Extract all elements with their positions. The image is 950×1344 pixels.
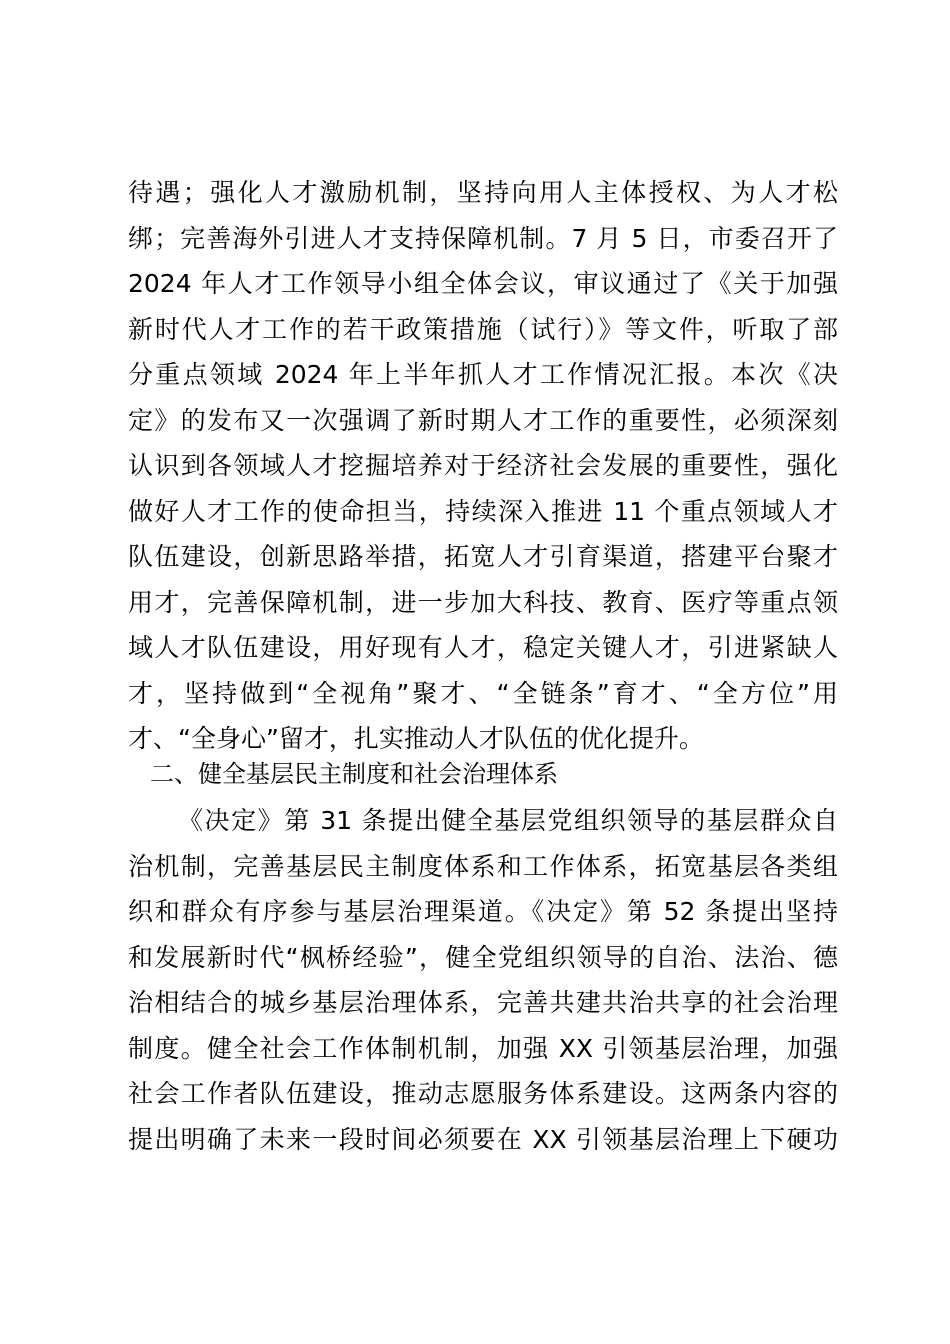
paragraph-line: 治相结合的城乡基层治理体系，完善共建共治共享的社会治理 — [128, 988, 838, 1017]
paragraph-line: 2024 年人才工作领导小组全体会议，审议通过了《关于加强 — [128, 269, 838, 298]
paragraph-line: 定》的发布又一次强调了新时期人才工作的重要性，必须深刻 — [128, 405, 838, 435]
section-heading-block — [128, 752, 838, 798]
paragraph-line: 提出明确了未来一段时间必须要在 XX 引领基层治理上下硬功 — [128, 1124, 838, 1154]
paragraph-line: 分重点领域 2024 年上半年抓人才工作情况汇报。本次《决 — [128, 360, 838, 389]
paragraph-line: 待遇；强化人才激励机制，坚持向用人主体授权、为人才松 — [128, 178, 838, 207]
paragraph-line: 治机制，完善基层民主制度体系和工作体系，拓宽基层各类组 — [128, 851, 838, 881]
paragraph-line: 新时代人才工作的若干政策措施（试行）》等文件，听取了部 — [128, 314, 838, 344]
paragraph-line: 和发展新时代“枫桥经验”，健全党组织领导的自治、法治、德 — [128, 942, 838, 972]
paragraph-line: 《决定》第 31 条提出健全基层党组织领导的基层群众自 — [178, 806, 838, 835]
section-heading: 二、健全基层民主制度和社会治理体系 — [150, 760, 558, 788]
paragraph-line: 用才，完善保障机制，进一步加大科技、教育、医疗等重点领 — [128, 587, 838, 617]
paragraph-line: 制度。健全社会工作体制机制，加强 XX 引领基层治理，加强 — [128, 1033, 838, 1063]
paragraph-line: 做好人才工作的使命担当，持续深入推进 11 个重点领域人才 — [128, 496, 838, 526]
paragraph-line: 社会工作者队伍建设，推动志愿服务体系建设。这两条内容的 — [128, 1079, 838, 1108]
paragraph-talent-work — [128, 170, 838, 762]
paragraph-line: 认识到各领域人才挖掘培养对于经济社会发展的重要性，强化 — [128, 451, 838, 480]
paragraph-grassroots-governance — [128, 798, 838, 1162]
paragraph-line: 织和群众有序参与基层治理渠道。《决定》第 52 条提出坚持 — [128, 897, 838, 926]
paragraph-line: 队伍建设，创新思路举措，拓宽人才引育渠道，搭建平台聚才 — [128, 542, 838, 571]
paragraph-line: 域人才队伍建设，用好现有人才，稳定关键人才，引进紧缺人 — [128, 633, 838, 662]
paragraph-line: 才，坚持做到“全视角”聚才、“全链条”育才、“全方位”用 — [128, 678, 838, 708]
paragraph-line: 绑；完善海外引进人才支持保障机制。7 月 5 日，市委召开了 — [128, 223, 838, 253]
paragraph-line: 才、“全身心”留才，扎实推动人才队伍的优化提升。 — [128, 724, 704, 753]
